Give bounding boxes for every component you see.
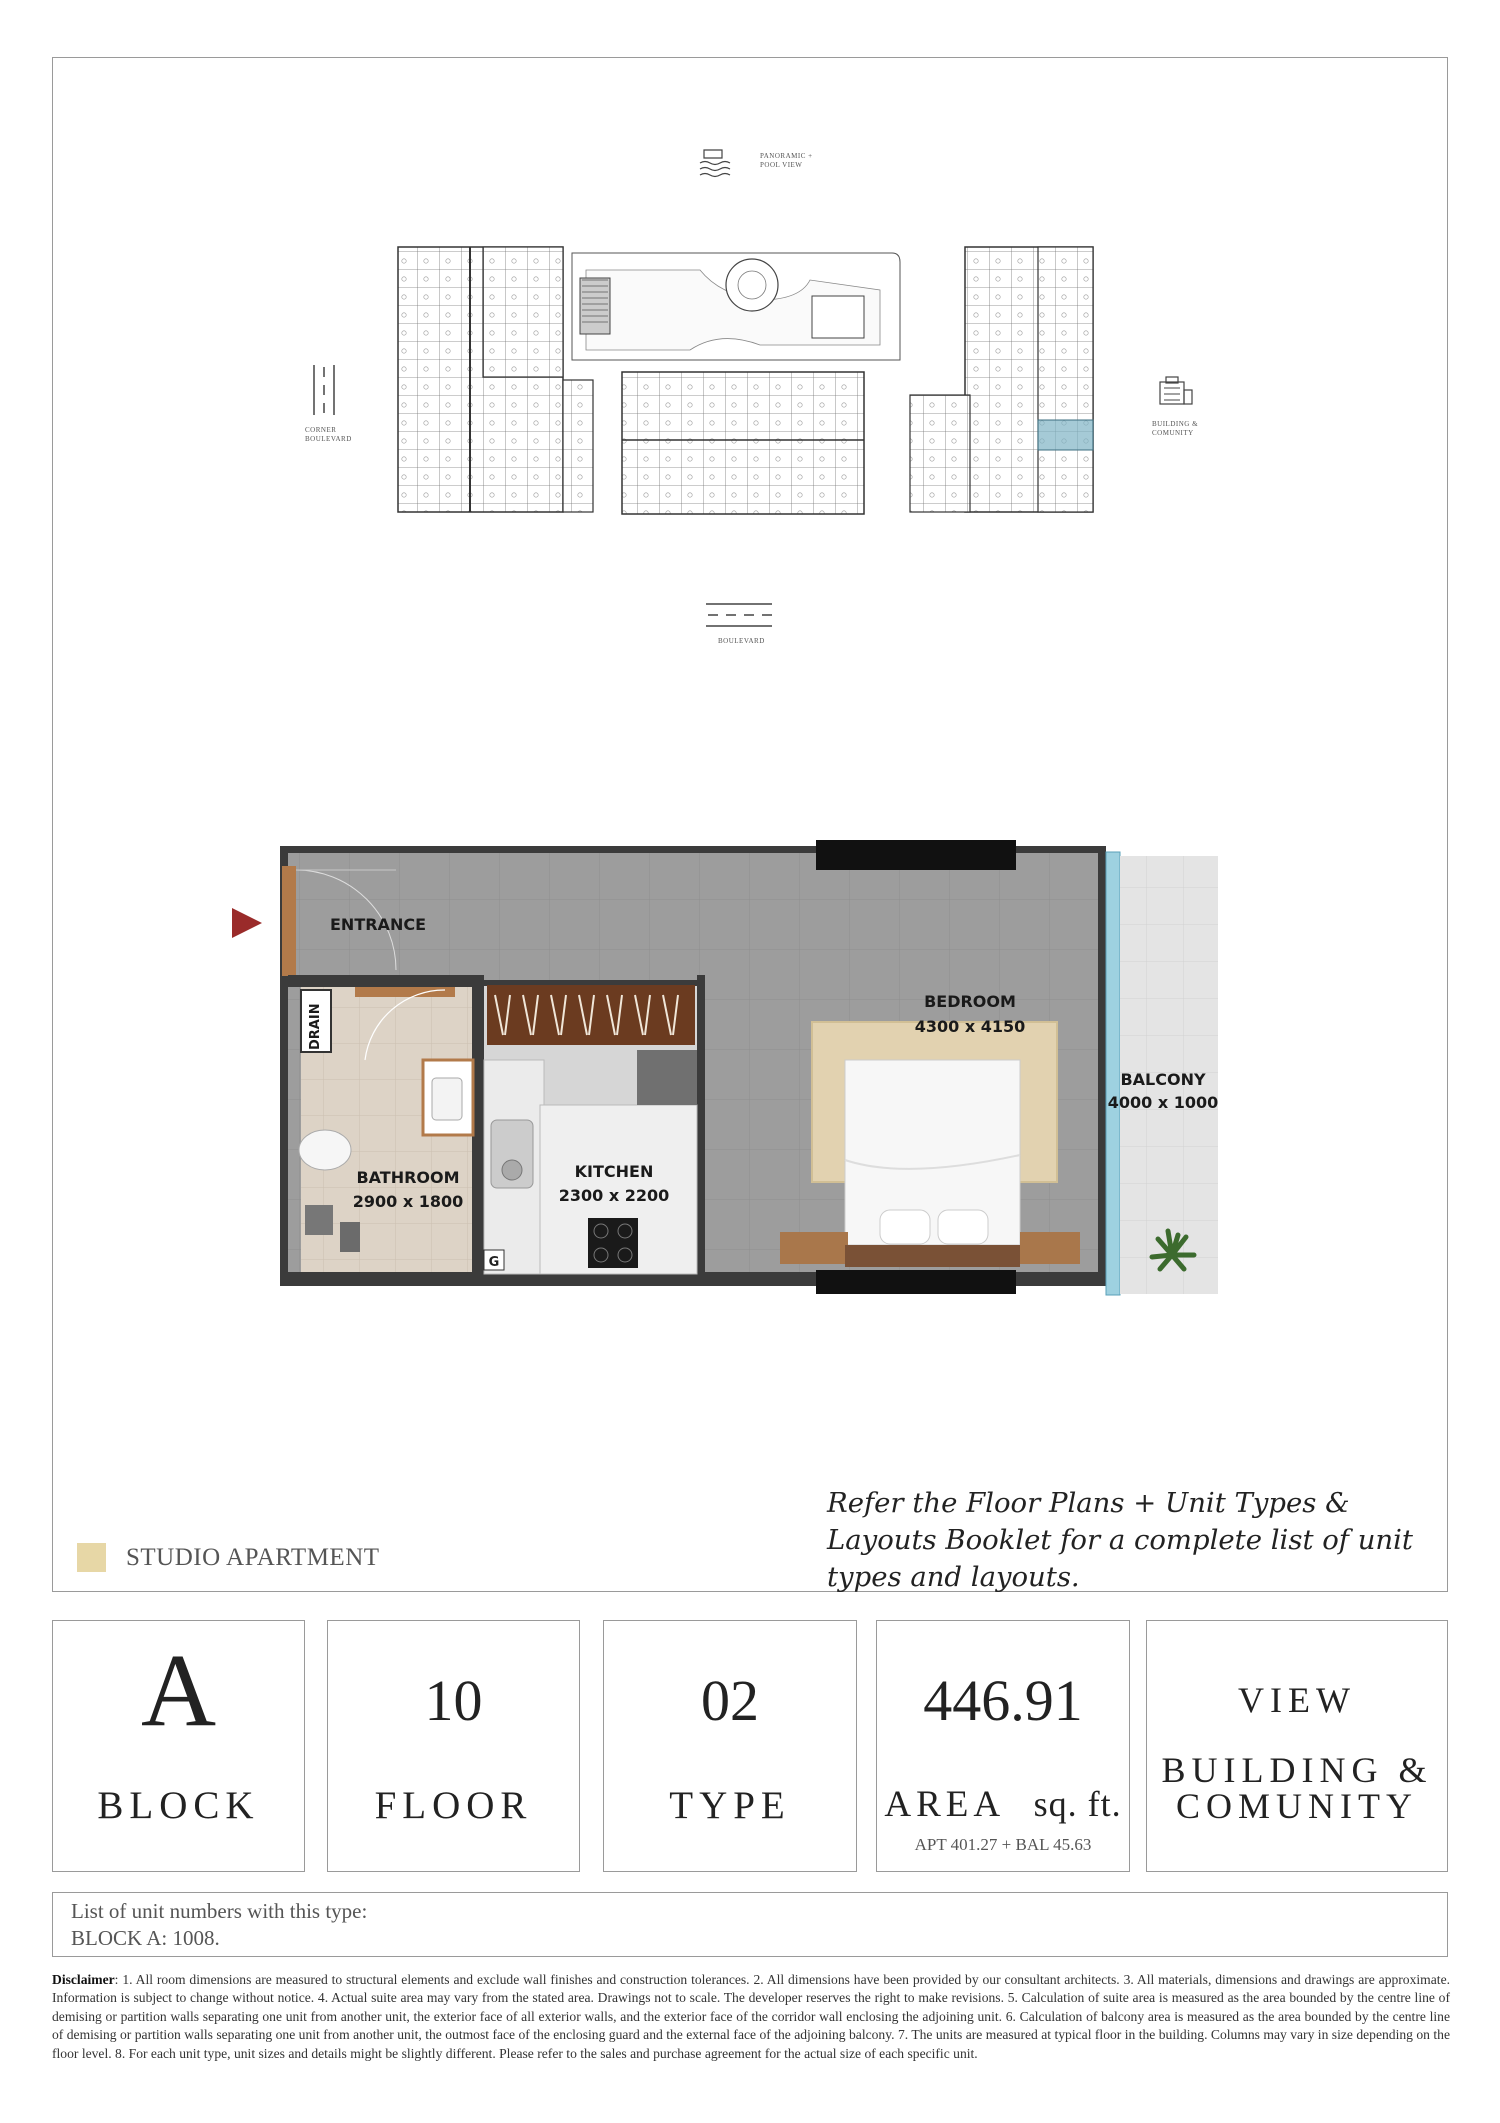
unit-floor-plan	[232, 840, 1218, 1295]
bedroom-label: BEDROOM	[924, 992, 1016, 1011]
pool-view-icon	[700, 150, 730, 177]
legend	[77, 1543, 380, 1572]
building-icon	[1160, 377, 1192, 404]
area-label: AREA	[884, 1784, 1006, 1825]
type-value: 02	[701, 1668, 759, 1733]
entrance-label: ENTRANCE	[330, 915, 426, 934]
corner-boulevard-label: CORNER BOULEVARD	[305, 426, 352, 443]
building-community-label: BUILDING & COMUNITY	[1152, 420, 1199, 437]
view-box	[1146, 1620, 1448, 1872]
kitchen-label: KITCHEN	[574, 1162, 654, 1181]
block-box	[52, 1620, 305, 1872]
floor-label: FLOOR	[374, 1784, 533, 1827]
disclaimer-text: : 1. All room dimensions are measured to structural elements and exclude wall finishes and construction tolerances. 2. All dimensions have been provided by our consultant architects. 3. All materials, dimensions and drawings are approximate. Information is subject to change without notice. 4. Actual suite area may vary from the stated area. Drawings not to scale. The developer reserves the right to make revisions. 5. Calculation of suite area is measured as the area bounded by the centre line of demising or partition walls separating one unit from another unit, the exterior face of all exterior walls, and the exterior face of the corridor wall enclosing the adjoining unit. 6. Calculation of balcony area is measured as the area bounded by the centre line of demising or partition walls separating one unit from another unit, the outmost face of the enclosing guard and the external face of the adjoining balcony. 7. The units are measured at typical floor in the building. Columns may vary in size depending on the floor level. 8. For each unit type, unit sizes and details might be slightly different. Please refer to the sales and purchase agreement for the actual size of each specific unit.	[52, 1972, 1450, 2061]
unit-numbers	[52, 1892, 1448, 1957]
block-value: A	[140, 1633, 217, 1748]
road-left-icon	[314, 365, 334, 415]
area-value: 446.91	[923, 1668, 1083, 1733]
road-bottom-icon	[706, 604, 772, 626]
balcony-label: BALCONY	[1120, 1070, 1206, 1089]
view-value-2: COMUNITY	[1176, 1786, 1418, 1826]
area-breakdown: APT 401.27 + BAL 45.63	[914, 1835, 1092, 1854]
type-box	[603, 1620, 857, 1872]
area-unit: sq. ft.	[1033, 1784, 1122, 1824]
view-value-1: BUILDING &	[1161, 1750, 1433, 1790]
pool-view-label: PANORAMIC + POOL VIEW	[760, 152, 813, 169]
floor-box	[327, 1620, 580, 1872]
block-label: BLOCK	[97, 1784, 260, 1827]
drain-label: DRAIN	[308, 1003, 323, 1050]
legend-swatch	[77, 1543, 106, 1572]
refer-note: Refer the Floor Plans + Unit Types & Layouts Booklet for a complete list of unit types and layouts.	[827, 1487, 1413, 1593]
disclaimer-title: Disclaimer	[52, 1972, 115, 1987]
type-label: TYPE	[669, 1784, 791, 1827]
kitchen-dims: 2300 x 2200	[558, 1186, 670, 1205]
floor-value: 10	[424, 1668, 483, 1733]
boulevard-label: BOULEVARD	[718, 637, 765, 645]
unit-numbers-heading: List of unit numbers with this type:	[71, 1899, 368, 1923]
view-label: VIEW	[1238, 1680, 1356, 1720]
balcony-dims: 4000 x 1000	[1107, 1093, 1219, 1112]
area-label-line	[877, 1783, 1129, 1826]
unit-numbers-list: BLOCK A: 1008.	[71, 1926, 220, 1950]
disclaimer	[52, 1971, 1450, 2063]
gas-mark: G	[488, 1255, 500, 1270]
area-box	[876, 1620, 1130, 1872]
bathroom-dims: 2900 x 1800	[352, 1192, 464, 1211]
site-plan	[398, 247, 1093, 514]
bathroom-label: BATHROOM	[356, 1168, 460, 1187]
bedroom-dims: 4300 x 4150	[914, 1017, 1026, 1036]
legend-label: STUDIO APARTMENT	[126, 1543, 380, 1571]
entrance-arrow-icon	[232, 908, 262, 938]
